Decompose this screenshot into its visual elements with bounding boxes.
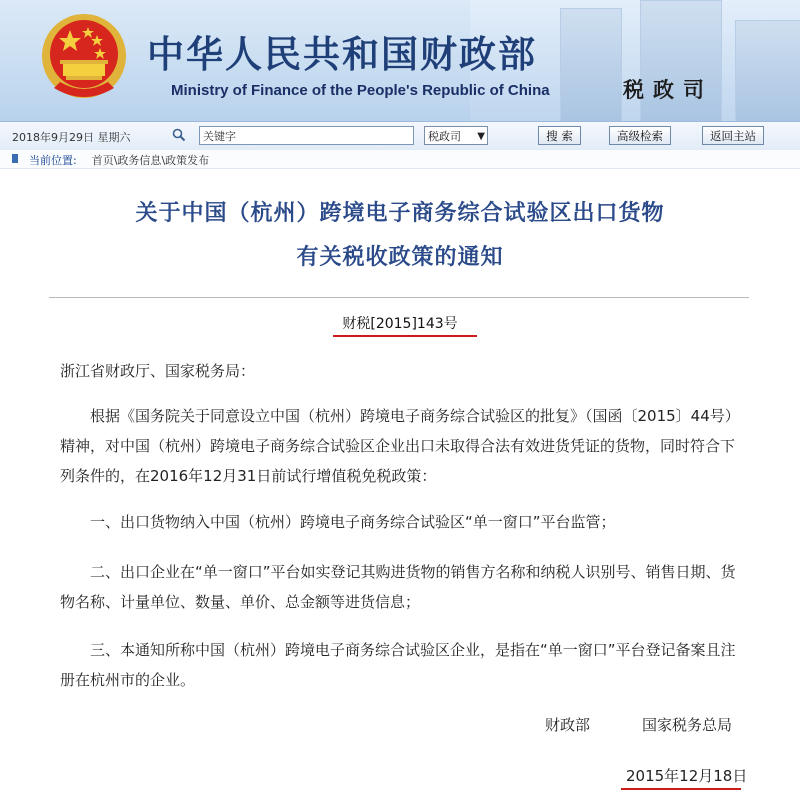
publish-date: 2015年12月18日 [626, 767, 748, 785]
document-number: 财税[2015]143号 [342, 316, 458, 332]
publish-date-underline [621, 788, 741, 790]
document-number-underline [333, 335, 477, 337]
breadcrumb-item-policy[interactable]: 政策发布 [165, 154, 210, 167]
body-paragraph: 二、出口企业在“单一窗口”平台如实登记其购进货物的销售方名称和纳税人识别号、销售日期、货物名称、计量单位、数量、单价、总金额等进货信息； [60, 563, 736, 611]
site-title: 中华人民共和国财政部 [147, 33, 537, 76]
search-button[interactable]: 搜 索 [538, 126, 581, 145]
article-title-line-1: 关于中国（杭州）跨境电子商务综合试验区出口货物 [135, 201, 665, 226]
breadcrumb [0, 150, 800, 169]
home-button[interactable]: 返回主站 [702, 126, 764, 145]
search-scope-select[interactable] [424, 126, 488, 145]
recipient: 浙江省财政厅、国家税务局： [60, 362, 256, 380]
search-icon [172, 128, 186, 142]
article-title-line-2: 有关税收政策的通知 [296, 245, 504, 270]
breadcrumb-label: 当前位置: [29, 154, 77, 167]
body-paragraph: 三、本通知所称中国（杭州）跨境电子商务综合试验区企业，是指在“单一窗口”平台登记备案且注册在杭州市的企业。 [60, 641, 736, 689]
body-paragraph: 根据《国务院关于同意设立中国（杭州）跨境电子商务综合试验区的批复》（国函〔2015〕44号）精神，对中国（杭州）跨境电子商务综合试验区企业出口未取得合法有效进货凭证的货物，同时符合下列条件的，在2016年12月31日前试行增值税免税政策： [60, 407, 740, 485]
body-paragraph: 一、出口货物纳入中国（杭州）跨境电子商务综合试验区“单一窗口”平台监管； [90, 513, 616, 531]
national-emblem-icon [36, 10, 132, 106]
breadcrumb-item-news[interactable]: 政务信息 [117, 154, 162, 167]
signatory-tax-bureau: 国家税务总局 [642, 716, 733, 734]
advanced-search-button[interactable]: 高级检索 [609, 126, 671, 145]
search-input[interactable] [199, 126, 414, 145]
chevron-down-icon: ▼ [477, 131, 485, 142]
site-title-english: Ministry of Finance of the People's Republic of China [171, 82, 550, 99]
breadcrumb-separator: \ [161, 154, 166, 167]
location-marker-icon [12, 154, 18, 163]
building-graphic [560, 8, 622, 121]
building-graphic [735, 20, 800, 121]
title-divider [49, 297, 749, 298]
current-date: 2018年9月29日 星期六 [12, 131, 131, 144]
signatory-ministry: 财政部 [545, 716, 591, 734]
search-scope-value: 税政司 [428, 130, 461, 143]
toolbar [0, 121, 800, 151]
breadcrumb-separator: \ [113, 154, 118, 167]
breadcrumb-item-home[interactable]: 首页 [91, 154, 114, 167]
header-banner [0, 0, 800, 121]
department-name: 税政司 [623, 78, 713, 102]
